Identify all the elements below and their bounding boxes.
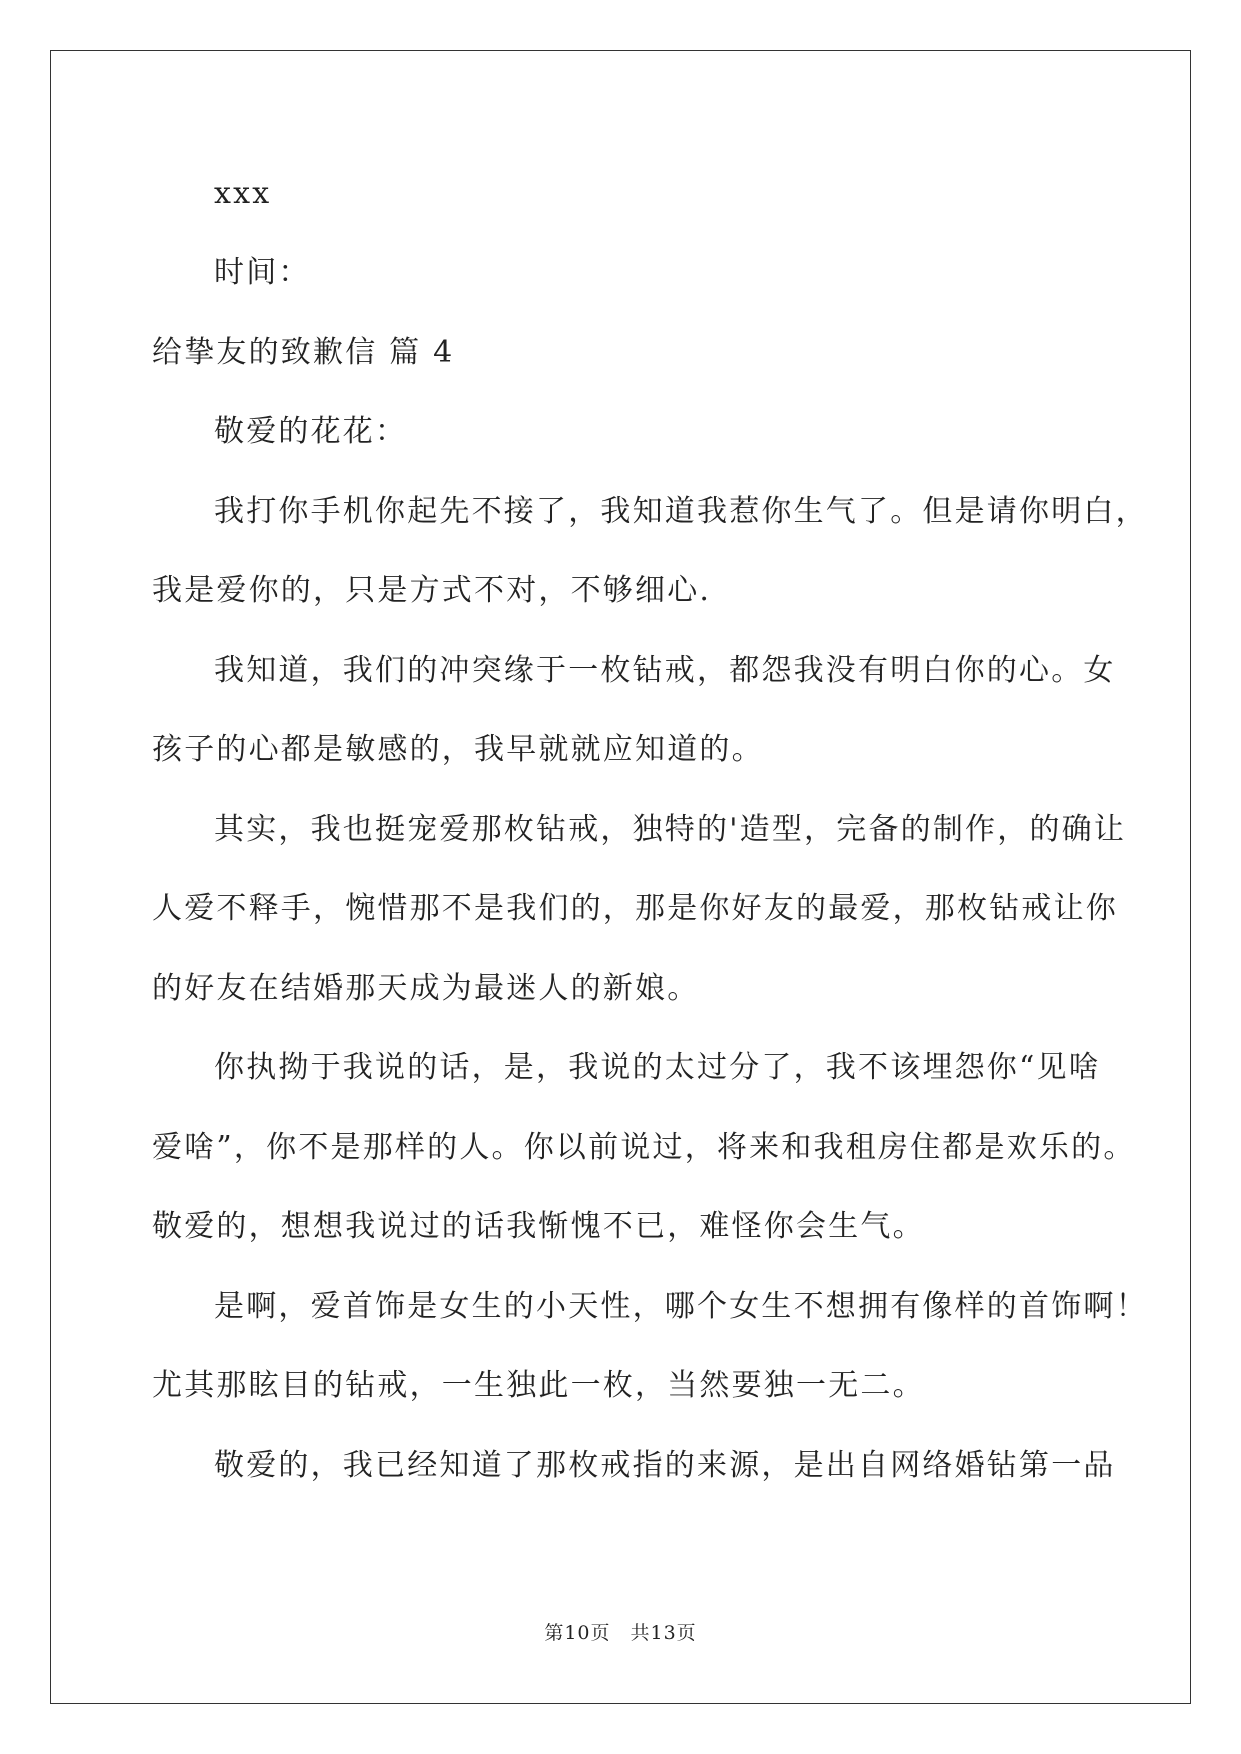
paragraph-2-line-1: 我知道，我们的冲突缘于一枚钻戒，都怨我没有明白你的心。女 — [214, 653, 1116, 688]
section-heading: 给挚友的致歉信 篇 4 — [152, 335, 455, 370]
date-line: 时间： — [214, 255, 311, 290]
paragraph-5-line-2: 尤其那眩目的钻戒，一生独此一枚，当然要独一无二。 — [152, 1368, 925, 1403]
paragraph-2-line-2: 孩子的心都是敏感的，我早就就应知道的。 — [152, 732, 764, 767]
paragraph-3-line-2: 人爱不释手，惋惜那不是我们的，那是你好友的最爱，那枚钻戒让你 — [152, 891, 1118, 926]
paragraph-3-line-1: 其实，我也挺宠爱那枚钻戒，独特的'造型，完备的制作，的确让 — [214, 812, 1127, 847]
paragraph-1-line-1: 我打你手机你起先不接了，我知道我惹你生气了。但是请你明白， — [214, 494, 1148, 529]
paragraph-6-line-1: 敬爱的，我已经知道了那枚戒指的来源，是出自网络婚钻第一品 — [214, 1448, 1116, 1483]
paragraph-4-line-3: 敬爱的，想想我说过的话我惭愧不已，难怪你会生气。 — [152, 1209, 925, 1244]
salutation: 敬爱的花花： — [214, 414, 408, 449]
paragraph-4-line-2: 爱啥”，你不是那样的人。你以前说过，将来和我租房住都是欢乐的。 — [152, 1130, 1136, 1165]
paragraph-1-line-2: 我是爱你的，只是方式不对，不够细心. — [152, 573, 712, 608]
signature-line: xxx — [214, 176, 272, 211]
paragraph-4-line-1: 你执拗于我说的话，是，我说的太过分了，我不该埋怨你“见啥 — [214, 1050, 1101, 1085]
page-number-footer: 第10页 共13页 — [544, 1622, 697, 1644]
paragraph-3-line-3: 的好友在结婚那天成为最迷人的新娘。 — [152, 971, 700, 1006]
paragraph-5-line-1: 是啊，爱首饰是女生的小天性，哪个女生不想拥有像样的首饰啊！ — [214, 1289, 1148, 1324]
